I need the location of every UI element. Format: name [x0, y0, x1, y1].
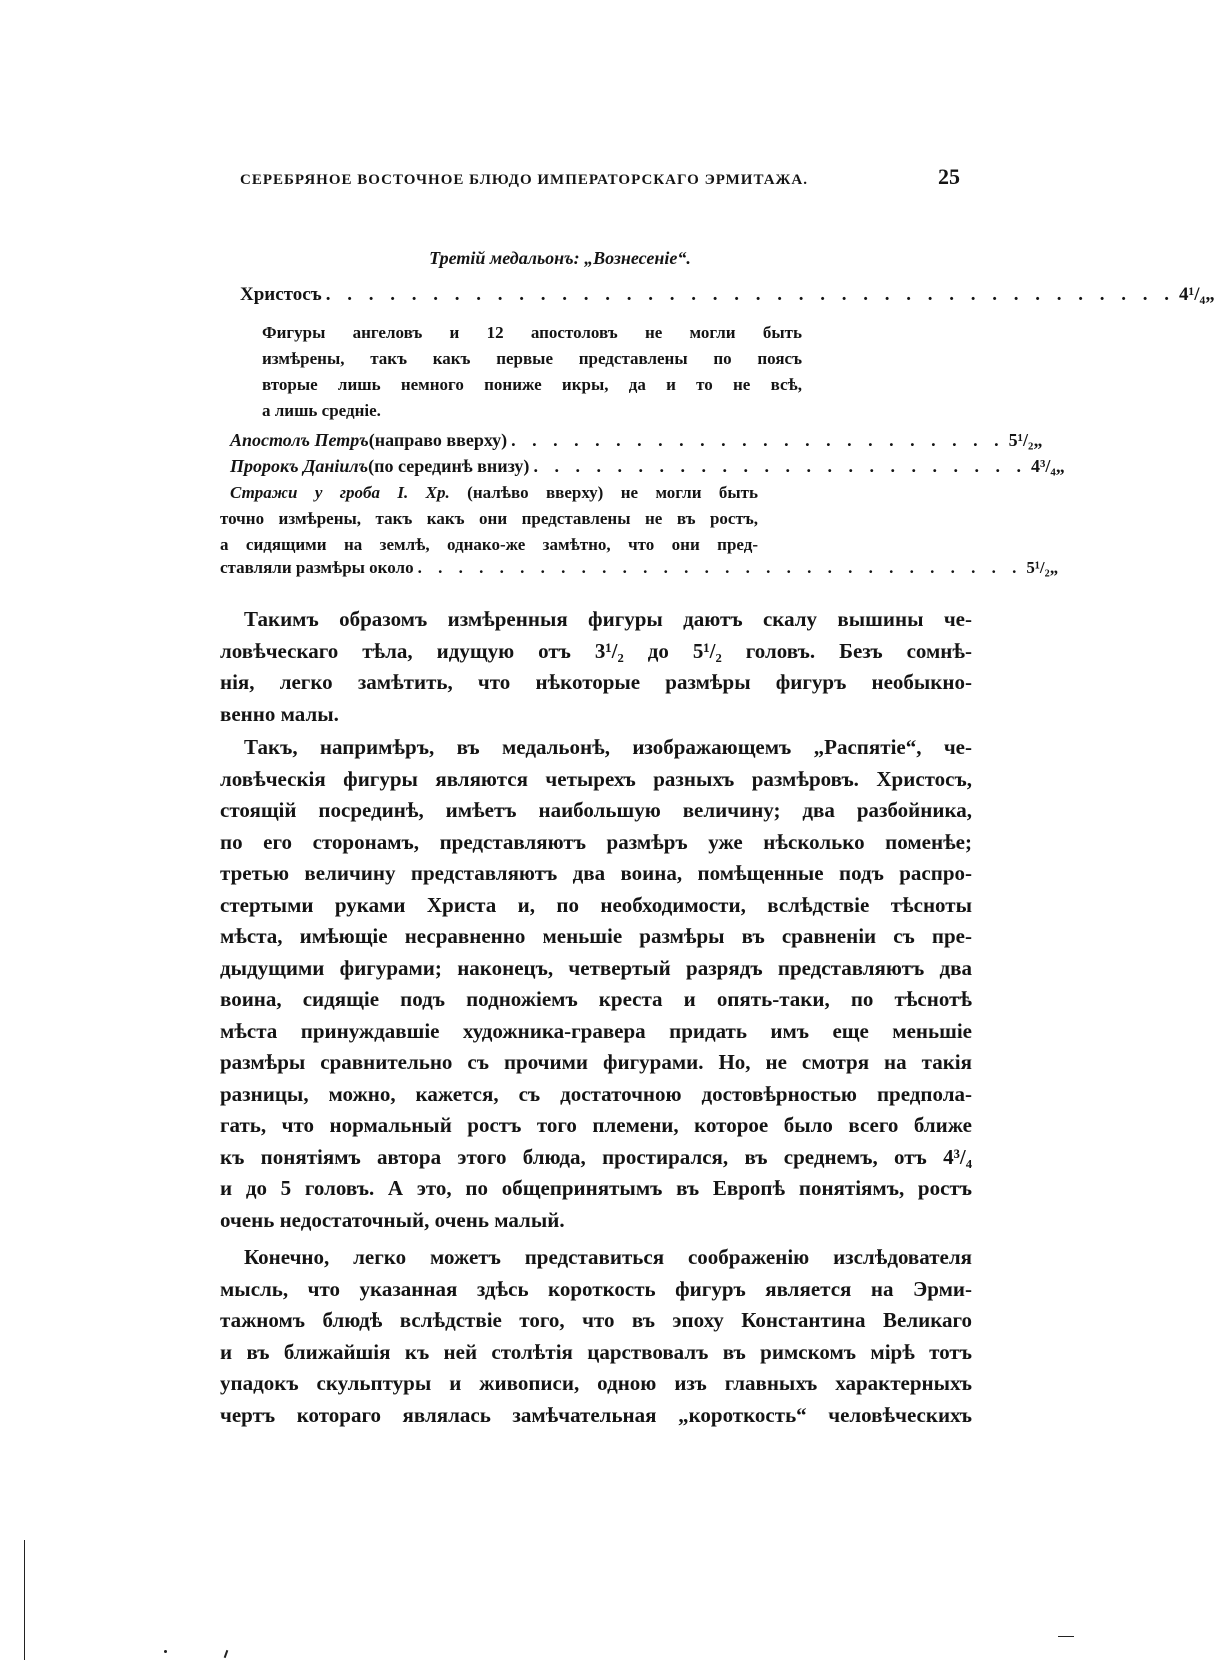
scan-edge-mark [1058, 1636, 1074, 1637]
note-line: а лишь средніе. [262, 401, 381, 420]
text-line: разницы, можно, кажется, съ достаточною достовѣрностью предпола- [220, 1081, 972, 1106]
text-line: ловѣческаго тѣла, идущую отъ 3¹/₂ до 5¹/₂ головъ. Безъ сомнѣ- [220, 638, 972, 663]
note-line: измѣрены, такъ какъ первые представлены по поясъ [262, 349, 802, 368]
text-line: мѣста, имѣющіе несравненно меньшіе размѣры въ сравненіи съ пре- [220, 924, 972, 948]
leader-dots: . . . . . . . . . . . . . . . . . . . . . . . . [511, 430, 1005, 450]
guards-line [220, 480, 758, 506]
measure-value: 4³/₄ [1030, 456, 1056, 476]
text-line: мѣста принуждавшіе художника-гравера придать имъ еще меньшіе [220, 1018, 972, 1043]
measure-value: 5¹/₂ [1008, 430, 1034, 450]
medallion-title: Третій медальонъ: „Вознесеніе“. [429, 248, 691, 268]
text-line: нія, легко замѣтить, что нѣкоторые размѣры фигуръ необыкно- [220, 670, 972, 694]
text-line: и до 5 головъ. А это, по общепринятымъ въ Европѣ понятіямъ, ростъ [220, 1176, 972, 1200]
leader-dots: . . . . . . . . . . . . . . . . . . . . . . . . . . . . . . [417, 558, 1023, 577]
text-line: воина, сидящіе подъ подножіемъ креста и опять-таки, по тѣснотѣ [220, 987, 972, 1011]
text-line: упадокъ скульптуры и живописи, одною изъ главныхъ характерныхъ [220, 1371, 972, 1395]
measure-label-italic: Пророкъ Даніилъ [230, 456, 369, 476]
text-line: ловѣческія фигуры являются четырехъ разныхъ размѣровъ. Христосъ, [220, 766, 972, 791]
text-line: гать, что нормальный ростъ того племени, которое было всего ближе [220, 1113, 972, 1137]
guards-line: а сидящими на землѣ, однако-же замѣтно, что они пред- [220, 535, 758, 554]
medallion-note [262, 320, 802, 424]
measure-row-peter [230, 430, 1043, 451]
measure-label: ставляли размѣры около [220, 558, 414, 577]
text-line: Конечно, легко можетъ представиться соображенію изслѣдователя [244, 1245, 972, 1269]
text-line: очень недостаточный, очень малый. [220, 1207, 565, 1232]
scan-edge-line [24, 1540, 25, 1660]
measure-label: (по серединѣ внизу) [368, 456, 530, 476]
measure-row-guards [220, 558, 1059, 578]
ditto-mark: „ [1033, 430, 1043, 450]
text-line: и въ ближайшія къ ней столѣтія царствовалъ въ римскомъ мірѣ тотъ [220, 1339, 972, 1364]
ditto-mark: „ [1049, 558, 1059, 577]
measure-label-italic: Апостолъ Петръ [230, 430, 369, 450]
leader-dots: . . . . . . . . . . . . . . . . . . . . . . . . . . . . . . . . . . . . . . . . [325, 284, 1176, 305]
text-line: стертыми руками Христа и, по необходимости, вслѣдствіе тѣсноты [220, 892, 972, 917]
leader-dots: . . . . . . . . . . . . . . . . . . . . . . . . [533, 456, 1027, 476]
measure-label: (направо вверху) [368, 430, 508, 450]
guards-text: (налѣво вверху) не могли быть [449, 483, 758, 502]
guards-line: точно измѣрены, такъ какъ они представлены не въ ростъ, [220, 509, 758, 528]
text-line: къ понятіямъ автора этого блюда, простирался, въ среднемъ, отъ 4³/₄ [220, 1144, 972, 1169]
measure-value: 5¹/₂ [1026, 558, 1050, 577]
running-title: СЕРЕБРЯНОЕ ВОСТОЧНОЕ БЛЮДО ИМПЕРАТОРСКАГО ЭРМИТАЖА. [240, 172, 808, 188]
measure-label: Христосъ [240, 284, 322, 305]
scan-speck [164, 1650, 167, 1653]
paragraph-3 [220, 1242, 972, 1431]
text-line: чертъ котораго являлась замѣчательная „короткость“ человѣческихъ [220, 1402, 972, 1427]
guards-entry [220, 480, 820, 558]
measure-row-christ [240, 284, 1215, 306]
scan-speck [224, 1650, 229, 1658]
page-number: 25 [938, 164, 960, 189]
text-line: тажномъ блюдѣ вслѣдствіе того, что въ эпоху Константина Великаго [220, 1308, 972, 1332]
running-head [240, 164, 960, 190]
text-line: третью величину представляютъ два воина, помѣщенные подъ распро- [220, 861, 972, 885]
text-line: стоящій посрединѣ, имѣетъ наибольшую величину; два разбойника, [220, 798, 972, 822]
paragraph-1 [220, 604, 972, 730]
text-line: Такъ, напримѣръ, въ медальонѣ, изображающемъ „Распятіе“, че- [244, 735, 972, 759]
note-line: Фигуры ангеловъ и 12 апостоловъ не могли быть [262, 323, 802, 342]
text-line: дыдущими фигурами; наконецъ, четвертый разрядъ представляютъ два [220, 955, 972, 980]
text-line: венно малы. [220, 701, 339, 726]
guards-label-italic: Стражи у гроба І. Хр. [230, 483, 450, 502]
measure-row-daniel [230, 456, 1065, 477]
text-line: по его сторонамъ, представляютъ размѣръ уже нѣсколько поменѣе; [220, 829, 972, 854]
text-line: Такимъ образомъ измѣренныя фигуры даютъ скалу вышины че- [244, 607, 972, 631]
paragraph-2 [220, 732, 972, 1236]
ditto-mark: „ [1055, 456, 1065, 476]
measure-value: 4¹/₄ [1179, 284, 1206, 305]
text-line: мысль, что указанная здѣсь короткость фигуръ является на Эрми- [220, 1276, 972, 1301]
text-line: размѣры сравнительно съ прочими фигурами. Но, не смотря на такія [220, 1050, 972, 1074]
note-line: вторые лишь немного пониже икры, да и то не всѣ, [262, 375, 802, 394]
ditto-mark: „ [1205, 284, 1215, 305]
